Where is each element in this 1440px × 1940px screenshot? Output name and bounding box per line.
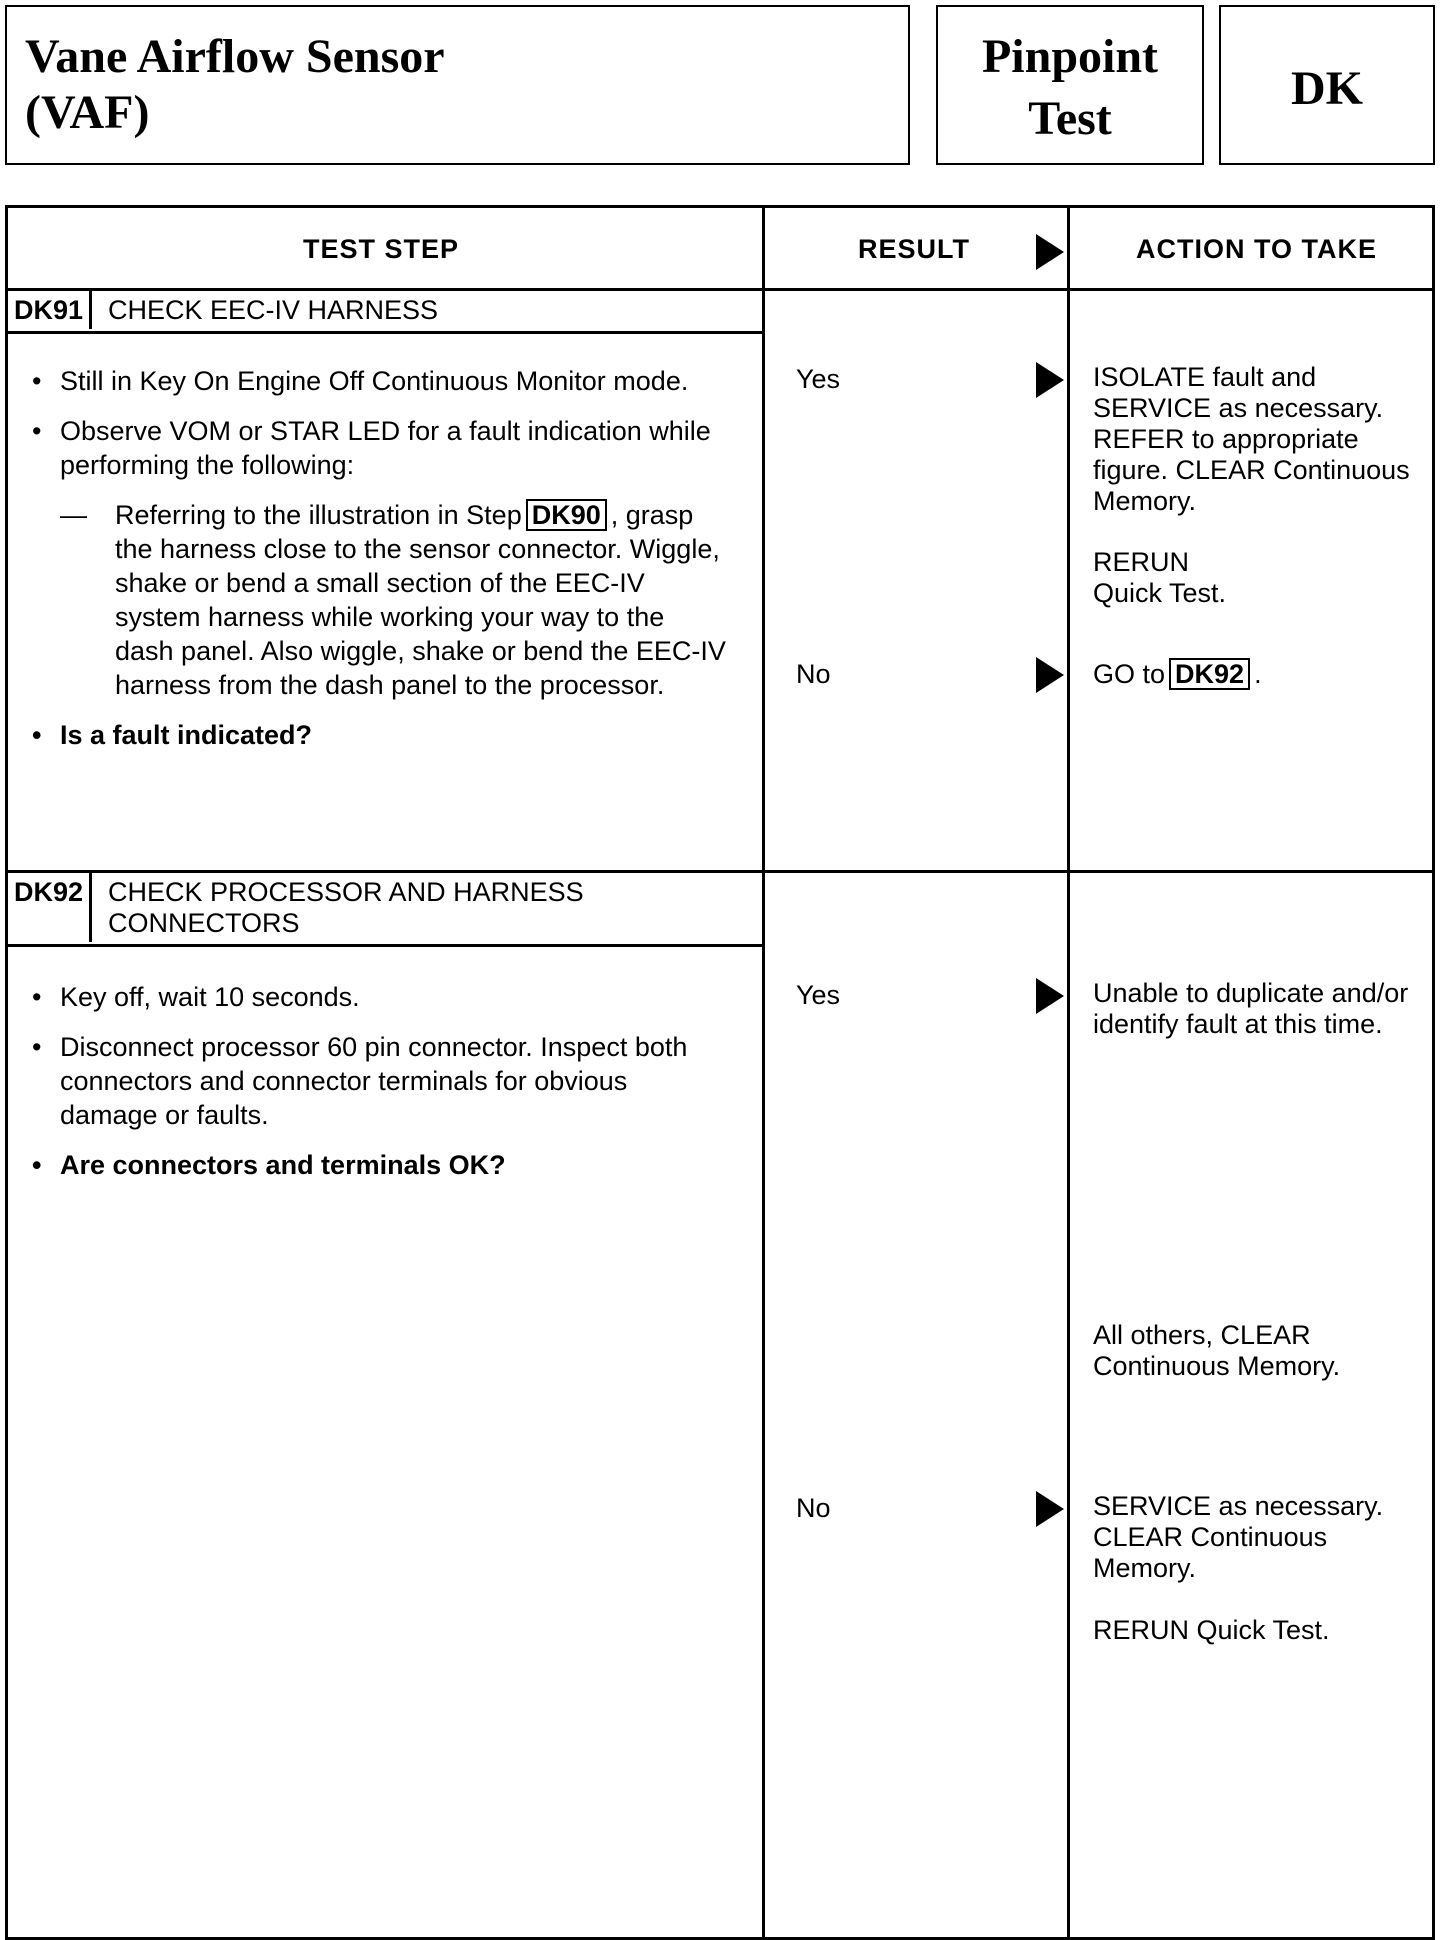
pinpoint-line1: Pinpoint (981, 30, 1159, 83)
dash-text-post: , grasp the harness close to the sensor connector. Wiggle, shake or bend a small section of the EEC-IV system harness while working your way to the dash panel. Also wiggle, shake or bend the EEC-IV harness from the dash panel to the processor. (115, 500, 726, 700)
test-code: DK (1291, 62, 1363, 115)
list-item: • Key off, wait 10 seconds. (30, 980, 730, 1014)
step-question: • Is a fault indicated? (30, 718, 730, 752)
action-no-pre: GO to (1093, 659, 1166, 689)
list-item (30, 498, 730, 702)
col-header-result: RESULT (858, 234, 970, 264)
step-question: • Are connectors and terminals OK? (30, 1148, 730, 1182)
list-item: • Observe VOM or STAR LED for a fault indication while performing the following: (30, 414, 730, 482)
step-header-dk91 (8, 291, 762, 334)
action-yes-2: RERUN Quick Test. (1093, 547, 1227, 608)
page-title-line1: Vane Airflow Sensor (25, 30, 445, 83)
step-id-dk91: DK91 (8, 291, 92, 329)
column-divider-1 (762, 205, 765, 1940)
step-header-dk92 (8, 873, 762, 947)
action-no: SERVICE as necessary. CLEAR Continuous Memory. (1093, 1491, 1384, 1583)
result-no: No (796, 1493, 831, 1523)
step-title-dk92-line2: CONNECTORS (108, 908, 300, 938)
list-item: • Still in Key On Engine Off Continuous Monitor mode. (30, 364, 730, 398)
page-title-line2: (VAF) (25, 86, 150, 139)
step-title-dk92-line1: CHECK PROCESSOR AND HARNESS (108, 877, 584, 907)
step-title-dk91: CHECK EEC-IV HARNESS (108, 295, 439, 325)
step-dk91-body (30, 364, 730, 768)
col-header-action: ACTION TO TAKE (1136, 234, 1377, 264)
arrow-icon (1036, 657, 1064, 693)
step-id-dk92: DK92 (8, 873, 92, 942)
column-divider-2 (1067, 205, 1070, 1940)
pinpoint-box (936, 5, 1204, 165)
header-arrow-icon (1036, 234, 1064, 270)
result-no: No (796, 659, 831, 689)
title-box (5, 5, 910, 165)
action-yes-2: All others, CLEAR Continuous Memory. (1093, 1320, 1341, 1381)
step-dk92-body (30, 980, 730, 1198)
action-yes: ISOLATE fault and SERVICE as necessary. REFER to appropriate figure. CLEAR Continuous Memory. (1093, 362, 1410, 516)
code-box (1219, 5, 1435, 165)
action-no (1093, 657, 1262, 691)
action-no-2: RERUN Quick Test. (1093, 1615, 1330, 1645)
step-ref-dk92[interactable]: DK92 (1169, 658, 1250, 690)
dash-text-pre: Referring to the illustration in Step (115, 500, 522, 530)
arrow-icon (1036, 1491, 1064, 1527)
list-item: • Disconnect processor 60 pin connector. Inspect both connectors and connector terminals for obvious damage or faults. (30, 1030, 730, 1132)
col-header-test-step: TEST STEP (303, 234, 460, 264)
action-no-post: . (1254, 659, 1262, 689)
result-yes: Yes (796, 364, 841, 394)
arrow-icon (1036, 362, 1064, 398)
pinpoint-line2: Test (1028, 92, 1112, 145)
arrow-icon (1036, 978, 1064, 1014)
step-ref-dk90[interactable]: DK90 (526, 499, 607, 531)
action-yes: Unable to duplicate and/or identify fault at this time. (1093, 978, 1409, 1039)
result-yes: Yes (796, 980, 841, 1010)
